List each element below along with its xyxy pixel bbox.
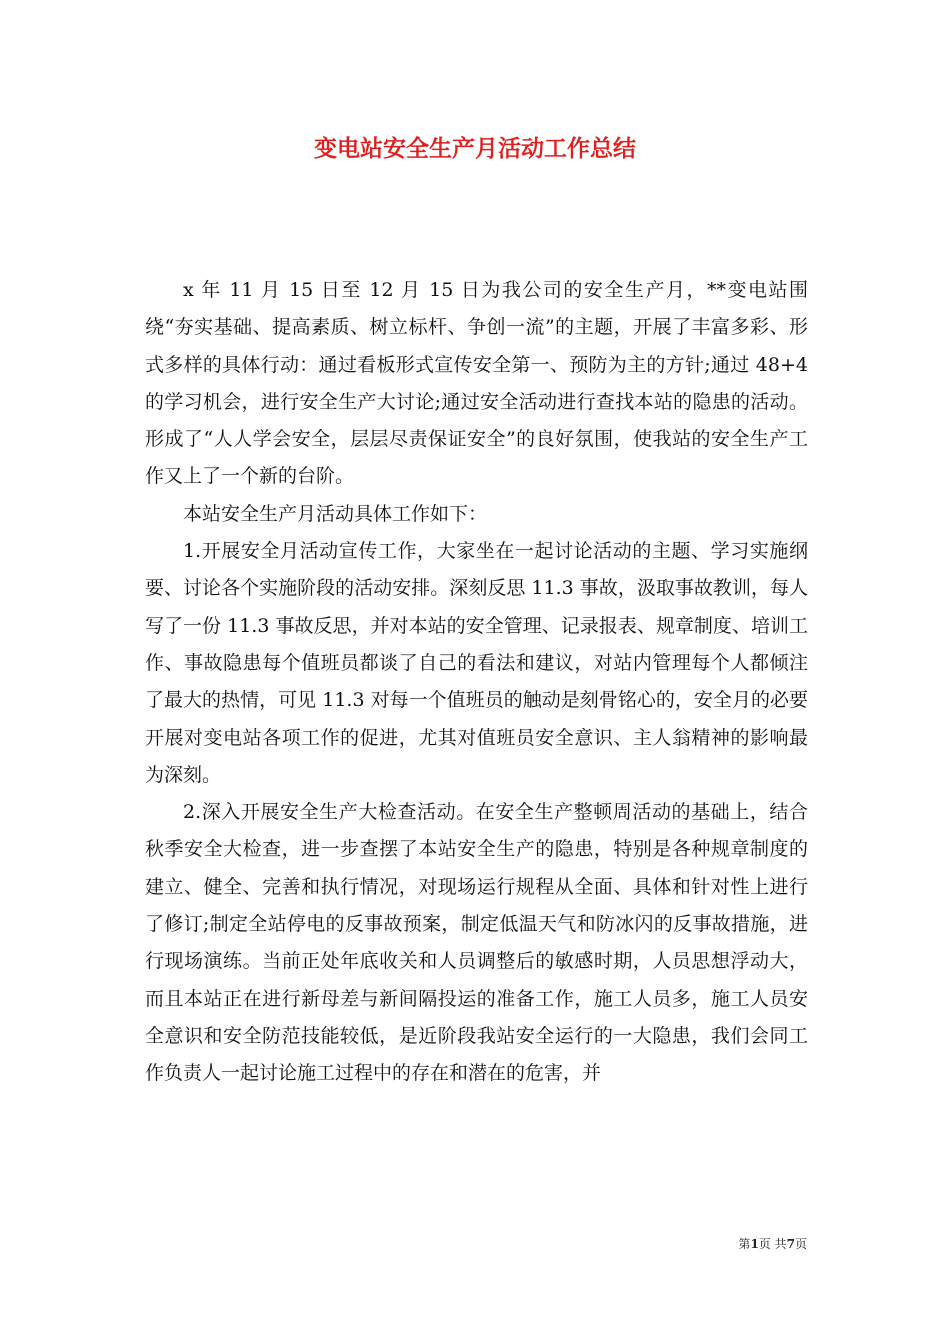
paragraph-work-list-heading: 本站安全生产月活动具体工作如下： [183,502,488,525]
footer-suffix: 页 [794,1237,807,1251]
footer-total-pages: 7 [786,1237,795,1251]
footer-prefix: 第 [738,1237,751,1251]
paragraph-intro: x 年 11 月 15 日至 12 月 15 日为我公司的安全生产月，**变电站围绕“夯实基础、提高素质、树立标杆、争创一流”的主题，开展了丰富多彩、形式多样的具体行动：通过看板形式宣传安全第一、预防为主的方针;通过 48+4 的学习机会，进行安全生产大讨论;通过安全活动进行查找本站的隐患的活动。形成了“人人学会安全，层层尽责保证安全”的良好氛围，使我站的安全生产工作又上了一个新的台阶。 [145,279,808,488]
paragraph-item-2: 2.深入开展安全生产大检查活动。在安全生产整顿周活动的基础上，结合秋季安全大检查，进一步查摆了本站安全生产的隐患，特别是各种规章制度的建立、健全、完善和执行情况，对现场运行规程从全面、具体和针对性上进行了修订;制定全站停电的反事故预案，制定低温天气和防冰闪的反事故措施，进行现场演练。当前正处年底收关和人员调整后的敏感时期，人员思想浮动大，而且本站正在进行新母差与新间隔投运的准备工作，施工人员多，施工人员安全意识和安全防范技能较低，是近阶段我站安全运行的一大隐患，我们会同工作负责人一起讨论施工过程中的存在和潜在的危害，并 [145,801,808,1085]
document-title: 变电站安全生产月活动工作总结 [314,136,636,162]
footer-middle: 页 共 [758,1237,787,1251]
document-body [145,272,808,1093]
paragraph-item-1: 1.开展安全月活动宣传工作，大家坐在一起讨论活动的主题、学习实施纲要、讨论各个实施阶段的活动安排。深刻反思 11.3 事故，汲取事故教训，每人写了一份 11.3 事故反思，并对本站的安全管理、记录报表、规章制度、培训工作、事故隐患每个值班员都谈了自己的看法和建议，对站内管理每个人都倾注了最大的热情，可见 11.3 对每一个值班员的触动是刻骨铭心的，安全月的必要开展对变电站各项工作的促进，尤其对值班员安全意识、主人翁精神的影响最为深刻。 [145,540,808,786]
page-footer [738,1236,807,1252]
footer-current-page: 1 [750,1237,759,1251]
